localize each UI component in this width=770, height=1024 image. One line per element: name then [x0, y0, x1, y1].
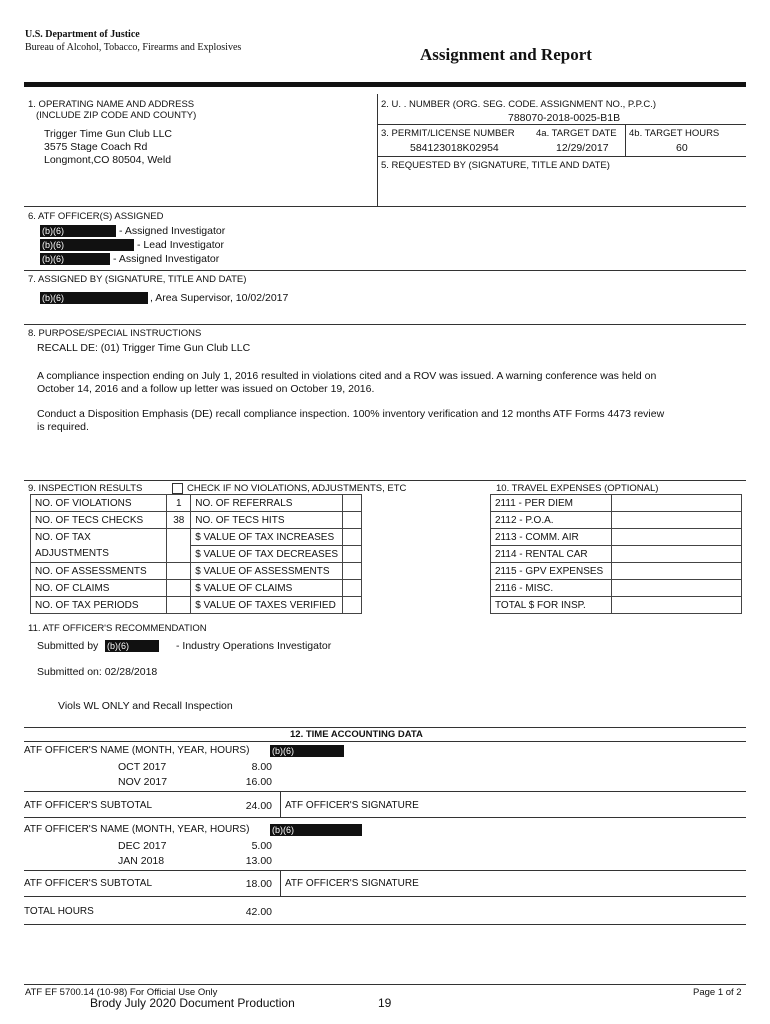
operating-street: 3575 Stage Coach Rd: [44, 141, 148, 153]
result-label: NO. OF TECS HITS: [191, 512, 343, 529]
expense-label: 2116 - MISC.: [491, 580, 612, 597]
table-row: [491, 580, 742, 597]
assigned-by: , Area Supervisor, 10/02/2017: [150, 292, 289, 304]
table-row: [491, 529, 742, 546]
officer-role: - Lead Investigator: [137, 239, 224, 251]
expense-value: [612, 546, 742, 563]
officers-assigned-label: 6. ATF OFFICER(S) ASSIGNED: [28, 211, 164, 222]
time-month: DEC 2017: [118, 840, 167, 852]
divider: [24, 480, 746, 481]
ui-number: 788070-2018-0025-B1B: [508, 112, 621, 124]
divider: [24, 270, 746, 271]
form-title: Assignment and Report: [420, 45, 592, 64]
expense-value: [612, 563, 742, 580]
signature-label: ATF OFFICER'S SIGNATURE: [285, 800, 419, 811]
result-value: [343, 512, 362, 529]
redaction-box: (b)(6): [270, 824, 362, 836]
time-accounting-label: 12. TIME ACCOUNTING DATA: [290, 729, 423, 740]
recall-line: RECALL DE: (01) Trigger Time Gun Club LLC: [37, 342, 251, 354]
production-page-number: 19: [378, 996, 392, 1010]
permit-label: 3. PERMIT/LICENSE NUMBER: [381, 128, 515, 139]
time-hours: 16.00: [245, 776, 272, 788]
divider: [625, 124, 626, 157]
redaction-box: (b)(6): [40, 225, 116, 237]
agency-name: U.S. Department of Justice: [25, 29, 140, 40]
redaction-box: (b)(6): [270, 745, 344, 757]
expense-value: [612, 529, 742, 546]
divider: [24, 741, 746, 742]
permit-number: 584123018K02954: [410, 142, 499, 154]
time-hours: 5.00: [251, 840, 272, 852]
table-row: [491, 597, 742, 614]
header-rule: [24, 82, 746, 87]
expense-value: [612, 580, 742, 597]
result-value: [167, 546, 191, 563]
result-value: [167, 597, 191, 614]
purpose-text: Conduct a Disposition Emphasis (DE) recall compliance inspection. 100% inventory verification and 12 months ATF Forms 4473 review: [37, 408, 665, 420]
result-label: NO. OF ASSESSMENTS: [31, 563, 167, 580]
divider: [24, 791, 746, 792]
table-row: [31, 512, 362, 529]
divider: [377, 94, 378, 206]
divider: [24, 206, 746, 207]
time-month: NOV 2017: [118, 776, 168, 788]
signature-label: ATF OFFICER'S SIGNATURE: [285, 878, 419, 889]
page-indicator: Page 1 of 2: [693, 987, 742, 998]
result-label: ADJUSTMENTS: [31, 546, 167, 563]
divider: [24, 324, 746, 325]
result-label: NO. OF VIOLATIONS: [31, 495, 167, 512]
time-month: OCT 2017: [118, 761, 167, 773]
submitted-by-label: Submitted by: [37, 640, 99, 652]
officer-name-label: ATF OFFICER'S NAME (MONTH, YEAR, HOURS): [24, 824, 250, 835]
result-value: [343, 563, 362, 580]
requested-by-label: 5. REQUESTED BY (SIGNATURE, TITLE AND DATE): [381, 160, 610, 171]
officer-name-label: ATF OFFICER'S NAME (MONTH, YEAR, HOURS): [24, 745, 250, 756]
divider: [24, 727, 746, 728]
submitted-by-role: - Industry Operations Investigator: [176, 640, 332, 652]
result-label: $ VALUE OF TAX INCREASES: [191, 529, 343, 546]
operating-city: Longmont,CO 80504, Weld: [44, 154, 172, 166]
time-hours: 8.00: [251, 761, 272, 773]
divider: [377, 156, 746, 157]
result-label: $ VALUE OF TAXES VERIFIED: [191, 597, 343, 614]
redaction-box: (b)(6): [105, 640, 159, 652]
expense-value: [612, 512, 742, 529]
expense-label: 2113 - COMM. AIR: [491, 529, 612, 546]
ui-number-label: 2. U. . NUMBER (ORG. SEG. CODE. ASSIGNMENT NO., P.P.C.): [381, 99, 657, 110]
target-hours: 60: [676, 142, 688, 154]
target-date: 12/29/2017: [556, 142, 609, 154]
divider: [24, 817, 746, 818]
redaction-box: (b)(6): [40, 239, 134, 251]
divider: [24, 870, 746, 871]
travel-expenses-label: 10. TRAVEL EXPENSES (OPTIONAL): [496, 483, 659, 494]
divider: [24, 924, 746, 925]
result-label: $ VALUE OF TAX DECREASES: [191, 546, 343, 563]
total-hours-value: 42.00: [245, 906, 272, 918]
expense-label: 2111 - PER DIEM: [491, 495, 612, 512]
table-row: [31, 529, 362, 546]
divider: [24, 896, 746, 897]
purpose-text: is required.: [37, 421, 89, 433]
table-row: [491, 495, 742, 512]
result-value: 38: [167, 512, 191, 529]
expense-value: [612, 597, 742, 614]
result-label: NO. OF TECS CHECKS: [31, 512, 167, 529]
operating-name-label: 1. OPERATING NAME AND ADDRESS: [28, 99, 195, 110]
table-row: [31, 563, 362, 580]
expense-label: TOTAL $ FOR INSP.: [491, 597, 612, 614]
result-value: [343, 529, 362, 546]
travel-expenses-table: [490, 494, 742, 614]
officer-role: - Assigned Investigator: [113, 253, 220, 265]
result-value: [343, 597, 362, 614]
result-value: [167, 580, 191, 597]
bureau-name: Bureau of Alcohol, Tobacco, Firearms and Explosives: [25, 42, 242, 53]
inspection-results-table: [30, 494, 362, 614]
inspection-results-label: 9. INSPECTION RESULTS: [28, 483, 143, 494]
production-stamp: Brody July 2020 Document Production: [90, 996, 295, 1010]
assigned-by-label: 7. ASSIGNED BY (SIGNATURE, TITLE AND DATE): [28, 274, 247, 285]
result-value: [343, 495, 362, 512]
expense-label: 2112 - P.O.A.: [491, 512, 612, 529]
result-value: [343, 580, 362, 597]
operating-name: Trigger Time Gun Club LLC: [44, 128, 172, 140]
result-label: NO. OF CLAIMS: [31, 580, 167, 597]
subtotal-value: 24.00: [245, 800, 272, 812]
table-row: [491, 563, 742, 580]
result-label: NO. OF TAX: [31, 529, 167, 546]
form-number: ATF EF 5700.14 (10-98) For Official Use Only: [25, 987, 218, 998]
subtotal-label: ATF OFFICER'S SUBTOTAL: [24, 800, 153, 811]
no-violations-checkbox[interactable]: [172, 483, 183, 494]
result-value: [167, 563, 191, 580]
result-label: $ VALUE OF CLAIMS: [191, 580, 343, 597]
table-row: [31, 597, 362, 614]
expense-label: 2114 - RENTAL CAR: [491, 546, 612, 563]
redaction-box: (b)(6): [40, 253, 110, 265]
time-month: JAN 2018: [118, 855, 165, 867]
recommendation-label: 11. ATF OFFICER'S RECOMMENDATION: [28, 623, 207, 634]
table-row: [31, 546, 362, 563]
recommendation-note: Viols WL ONLY and Recall Inspection: [58, 700, 233, 712]
result-value: 1: [167, 495, 191, 512]
officer-role: - Assigned Investigator: [119, 225, 226, 237]
divider: [280, 870, 281, 896]
divider: [280, 791, 281, 817]
submitted-on: Submitted on: 02/28/2018: [37, 666, 158, 678]
target-date-label: 4a. TARGET DATE: [536, 128, 617, 139]
result-label: $ VALUE OF ASSESSMENTS: [191, 563, 343, 580]
expense-label: 2115 - GPV EXPENSES: [491, 563, 612, 580]
footer-rule: [24, 984, 746, 985]
target-hours-label: 4b. TARGET HOURS: [629, 128, 720, 139]
purpose-text: A compliance inspection ending on July 1, 2016 resulted in violations cited and a ROV was issued. A warning conference was held on: [37, 370, 657, 382]
subtotal-value: 18.00: [245, 878, 272, 890]
result-label: NO. OF TAX PERIODS: [31, 597, 167, 614]
total-hours-label: TOTAL HOURS: [24, 906, 94, 917]
time-hours: 13.00: [245, 855, 272, 867]
purpose-text: October 14, 2016 and a follow up letter was issued on October 19, 2016.: [37, 383, 375, 395]
no-violations-label: CHECK IF NO VIOLATIONS, ADJUSTMENTS, ETC: [187, 483, 407, 494]
table-row: [491, 546, 742, 563]
expense-value: [612, 495, 742, 512]
purpose-label: 8. PURPOSE/SPECIAL INSTRUCTIONS: [28, 328, 202, 339]
table-row: [31, 580, 362, 597]
redaction-box: (b)(6): [40, 292, 148, 304]
result-label: NO. OF REFERRALS: [191, 495, 343, 512]
result-value: [167, 529, 191, 546]
result-value: [343, 546, 362, 563]
operating-address-sublabel: (INCLUDE ZIP CODE AND COUNTY): [36, 110, 197, 121]
subtotal-label: ATF OFFICER'S SUBTOTAL: [24, 878, 153, 889]
divider: [377, 124, 746, 125]
table-row: [491, 512, 742, 529]
table-row: [31, 495, 362, 512]
